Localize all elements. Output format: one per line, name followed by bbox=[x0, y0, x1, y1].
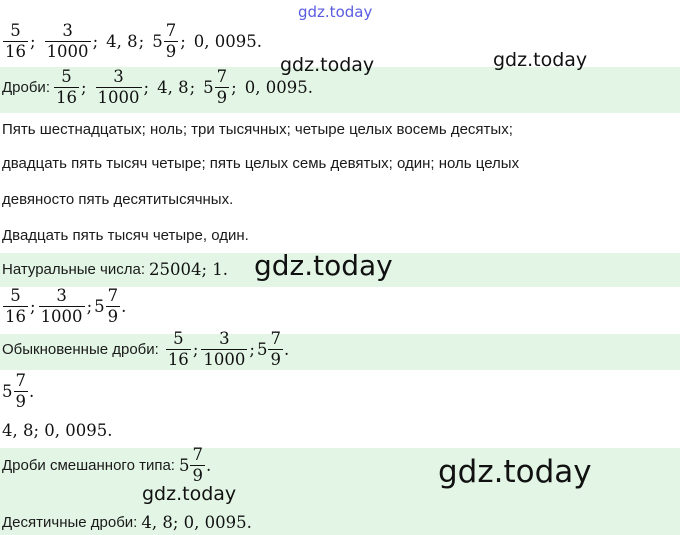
natural-numbers-line bbox=[2, 260, 228, 279]
fraction: $\frac{5}{16}$ bbox=[5, 21, 26, 61]
watermark: gdz.today bbox=[142, 483, 237, 505]
mixed-number: 5 $\frac{7}{9}$ bbox=[256, 329, 281, 369]
mixed-number: 5 $\frac{7}{9}$ bbox=[203, 67, 228, 107]
label-fractions: Дроби: bbox=[2, 79, 50, 96]
text-line: двадцать пять тысяч четыре; пять целых семь девятых; один; ноль целых bbox=[2, 155, 520, 172]
fraction: $\frac{3}{1000}$ bbox=[97, 67, 140, 107]
mixed-type-line: Дроби смешанного типа: 5 $\frac{7}{9}$ . bbox=[2, 445, 212, 485]
decimal-fractions-line bbox=[2, 513, 252, 532]
fractions-line-2: Дроби: $\frac{5}{16}$ ; $\frac{3}{1000}$ ; 4, 8 ; 5 $\frac{7}{9}$ ; 0, 0095. bbox=[2, 67, 313, 107]
label-mixed-type: Дроби смешанного типа: bbox=[2, 457, 175, 474]
decimal-value: 4, 8 bbox=[106, 32, 138, 51]
watermark-top: gdz.today bbox=[298, 3, 373, 21]
text-line: Двадцать пять тысяч четыре, один. bbox=[2, 227, 249, 244]
label-natural: Натуральные числа: bbox=[2, 261, 145, 278]
ordinary-fractions-line: Обыкновенные дроби: $\frac{5}{16}$ ; $\frac{3}{1000}$ ; 5 $\frac{7}{9}$ . bbox=[2, 329, 290, 369]
fraction: $\frac{3}{1000}$ bbox=[46, 21, 89, 61]
mixed-line-8: 5 $\frac{7}{9}$ . bbox=[2, 371, 35, 411]
fractions-line-6: $\frac{5}{16}$ ; $\frac{3}{1000}$ ; 5 $\frac{7}{9}$ . bbox=[5, 286, 127, 326]
watermark: gdz.today bbox=[280, 54, 375, 76]
watermark: gdz.today bbox=[438, 454, 592, 490]
fraction: $\frac{3}{1000}$ bbox=[40, 286, 83, 326]
label-decimal: Десятичные дроби: bbox=[2, 514, 138, 531]
text-line: Пять шестнадцатых; ноль; три тысячных; четыре целых восемь десятых; bbox=[2, 121, 513, 138]
watermark: gdz.today bbox=[493, 49, 588, 71]
fractions-line-1: $\frac{5}{16}$ ; $\frac{3}{1000}$ ; 4, 8 ; 5 $\frac{7}{9}$ ; 0, 0095. bbox=[5, 21, 262, 61]
fraction: $\frac{5}{16}$ bbox=[167, 329, 189, 369]
decimal-value: 4, 8 bbox=[157, 78, 189, 97]
natural-values: 25004; 1. bbox=[149, 260, 229, 279]
mixed-number: 5 $\frac{7}{9}$ bbox=[2, 371, 26, 411]
mixed-number: 5 $\frac{7}{9}$ bbox=[178, 445, 203, 485]
decimal-values: 4, 8; 0, 0095. bbox=[141, 513, 252, 532]
fraction: $\frac{5}{16}$ bbox=[5, 286, 26, 326]
decimal-value: 0, 0095. bbox=[244, 78, 313, 97]
fraction: $\frac{5}{16}$ bbox=[55, 67, 77, 107]
label-ordinary: Обыкновенные дроби: bbox=[2, 341, 159, 358]
text-line: девяносто пять десятитысячных. bbox=[2, 191, 234, 208]
mixed-number: 5 $\frac{7}{9}$ bbox=[152, 21, 177, 61]
decimals-line-9: 4, 8; 0, 0095. bbox=[2, 421, 113, 440]
decimal-value: 0, 0095. bbox=[193, 32, 262, 51]
mixed-number: 5 $\frac{7}{9}$ bbox=[94, 286, 119, 326]
watermark: gdz.today bbox=[254, 249, 393, 282]
fraction: $\frac{3}{1000}$ bbox=[203, 329, 246, 369]
